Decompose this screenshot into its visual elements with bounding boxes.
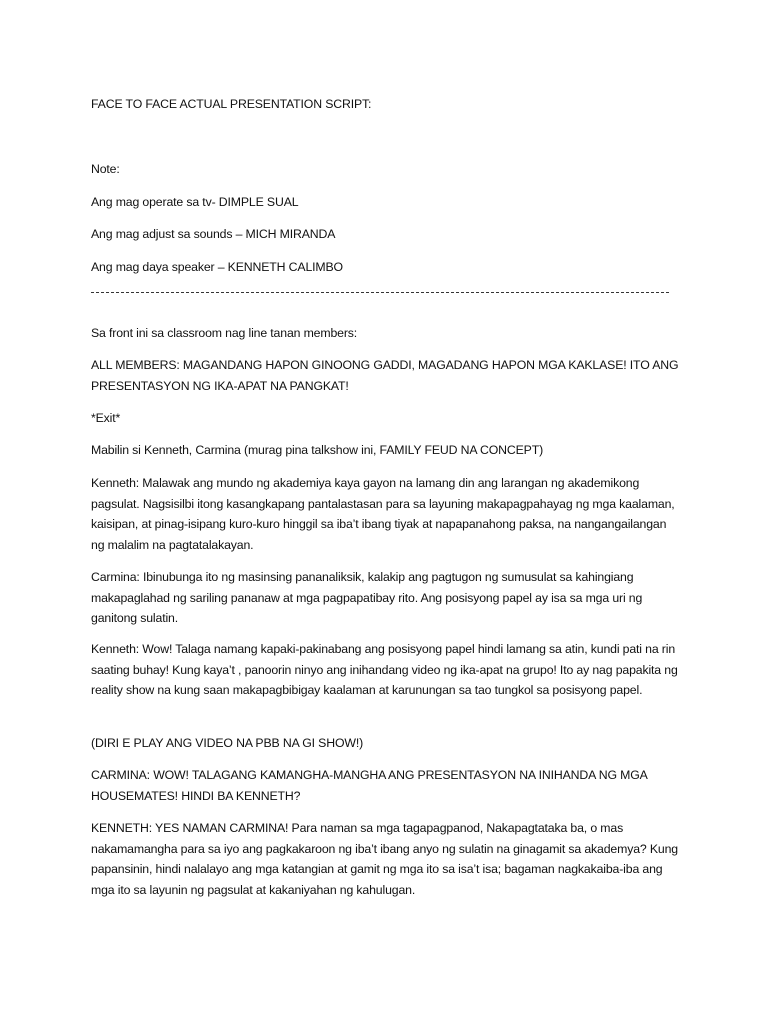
paragraph-stage-direction: Sa front ini sa classroom nag line tanan members: <box>91 326 358 340</box>
role-tv-operator: Ang mag operate sa tv- DIMPLE SUAL <box>91 195 299 209</box>
paragraph-all-members: ALL MEMBERS: MAGANDANG HAPON GINOONG GADDI, MAGADANG HAPON MGA KAKLASE! ITO ANG PRESENTASYON NG IKA-APAT NA PANGKAT! <box>91 358 679 393</box>
paragraph-video-direction: (DIRI E PLAY ANG VIDEO NA PBB NA GI SHOW!) <box>91 736 364 750</box>
role-speaker: Ang mag daya speaker – KENNETH CALIMBO <box>91 260 343 274</box>
note-label: Note: <box>91 162 120 176</box>
document-title: FACE TO FACE ACTUAL PRESENTATION SCRIPT: <box>91 97 372 111</box>
paragraph-kenneth-1: Kenneth: Malawak ang mundo ng akademiya kaya gayon na lamang din ang larangan ng akademikong pagsulat. Nagsisilbi itong kasangkapang pantalastasan para sa layuning makapagpahayag ng mga kaalaman, kaisipan, at pinag-isipang kuro-kuro hinggil sa iba’t ibang tiyak at napapanahong paksa, na nangangailangan ng malalim na pagtatalakayan. <box>91 476 675 552</box>
paragraph-carmina-2: CARMINA: WOW! TALAGANG KAMANGHA-MANGHA ANG PRESENTASYON NA INIHANDA NG MGA HOUSEMATES! HINDI BA KENNETH? <box>91 768 648 803</box>
role-sound-adjuster: Ang mag adjust sa sounds – MICH MIRANDA <box>91 227 336 241</box>
paragraph-kenneth-3: KENNETH: YES NAMAN CARMINA! Para naman sa mga tagapagpanod, Nakapagtataka ba, o mas nakamamangha para sa iyo ang pagkakaroon ng iba’t ibang anyo ng sulatin na ginagamit sa akademya? Kung papansinin, hindi nalalayo ang mga katangian at gamit ng mga ito sa isa’t isa; bagaman nagkakaiba-iba ang mga ito sa layunin ng pagsulat at kakaniyahan ng kahulugan. <box>91 821 678 897</box>
paragraph-exit: *Exit* <box>91 411 121 425</box>
dashed-divider <box>91 292 669 293</box>
paragraph-remaining-hosts: Mabilin si Kenneth, Carmina (murag pina talkshow ini, FAMILY FEUD NA CONCEPT) <box>91 443 544 457</box>
paragraph-kenneth-2: Kenneth: Wow! Talaga namang kapaki-pakinabang ang posisyong papel hindi lamang sa atin, kundi pati na rin saating buhay! Kung kaya’t , panoorin ninyo ang inihandang video ng ika-apat na grupo! Ito ay nag papakita ng reality show na kung saan makapagbibigay kaalaman at karunungan sa tao tungkol sa posisyong papel. <box>91 642 678 697</box>
paragraph-carmina-1: Carmina: Ibinubunga ito ng masinsing pananaliksik, kalakip ang pagtugon ng sumusulat sa kahingiang makapaglahad ng sariling pananaw at mga pagpapatibay rito. Ang posisyong papel ay isa sa mga uri ng ganitong sulatin. <box>91 570 643 625</box>
